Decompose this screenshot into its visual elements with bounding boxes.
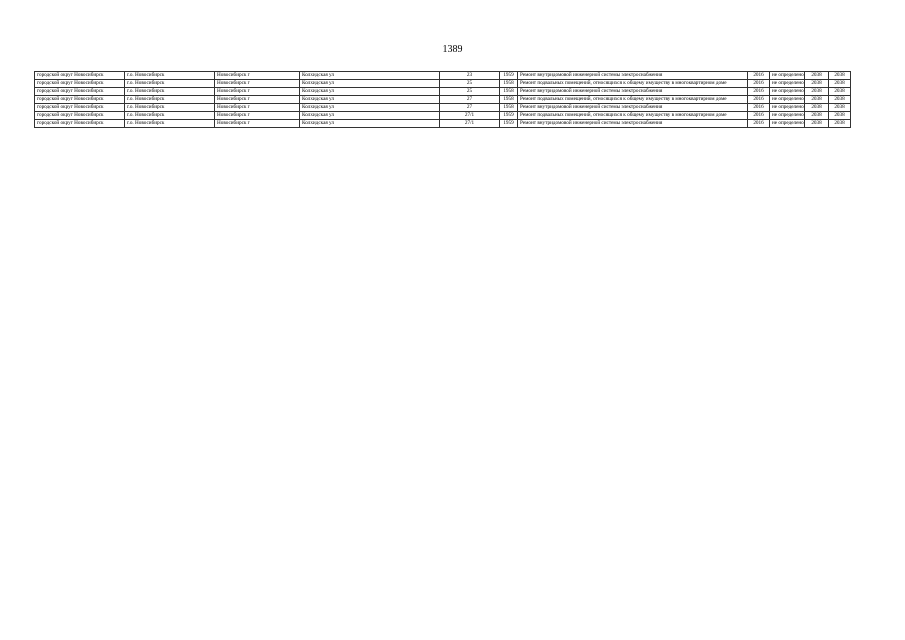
- cell-ulica: Колхидская ул: [300, 72, 440, 80]
- cell-naselennyj-punkt: Новосибирск г: [215, 80, 300, 88]
- cell-opredeleno: не определено: [770, 120, 805, 128]
- cell-naselennyj-punkt: Новосибирск г: [215, 112, 300, 120]
- table-row: [35, 80, 851, 88]
- cell-plan-god-2: 2038: [829, 80, 851, 88]
- cell-god-postrojki: 1958: [500, 88, 518, 96]
- cell-ulica: Колхидская ул: [300, 112, 440, 120]
- cell-god-postrojki: 1958: [500, 96, 518, 104]
- cell-okrug: городской округ Новосибирск: [35, 112, 125, 120]
- cell-god-postrojki: 1958: [500, 80, 518, 88]
- cell-plan-god-1: 2038: [805, 96, 829, 104]
- cell-naselennyj-punkt: Новосибирск г: [215, 72, 300, 80]
- cell-plan-god-2: 2038: [829, 104, 851, 112]
- cell-gorod: г.о. Новосибирск: [125, 88, 215, 96]
- cell-god-remonta: 2016: [748, 104, 770, 112]
- cell-opredeleno: не определено: [770, 112, 805, 120]
- cell-dom: 25: [440, 88, 500, 96]
- cell-naselennyj-punkt: Новосибирск г: [215, 96, 300, 104]
- cell-ulica: Колхидская ул: [300, 88, 440, 96]
- table-row: [35, 120, 851, 128]
- cell-god-remonta: 2016: [748, 96, 770, 104]
- cell-gorod: г.о. Новосибирск: [125, 120, 215, 128]
- table-row: [35, 104, 851, 112]
- cell-okrug: городской округ Новосибирск: [35, 96, 125, 104]
- cell-plan-god-2: 2038: [829, 120, 851, 128]
- table-row: [35, 112, 851, 120]
- table-body: [35, 72, 851, 128]
- cell-plan-god-1: 2038: [805, 72, 829, 80]
- cell-god-postrojki: 1959: [500, 112, 518, 120]
- cell-god-postrojki: 1958: [500, 104, 518, 112]
- cell-god-postrojki: 1959: [500, 72, 518, 80]
- page-number: 1389: [442, 44, 463, 55]
- cell-plan-god-1: 2038: [805, 120, 829, 128]
- cell-dom: 27/1: [440, 112, 500, 120]
- cell-god-remonta: 2016: [748, 72, 770, 80]
- cell-dom: 27: [440, 104, 500, 112]
- table-row: [35, 96, 851, 104]
- cell-opredeleno: не определено: [770, 72, 805, 80]
- cell-vid-raboty: Ремонт подвальных помещений, относящихся к общему имуществу в многоквартирном доме: [518, 96, 748, 104]
- cell-okrug: городской округ Новосибирск: [35, 72, 125, 80]
- cell-opredeleno: не определено: [770, 104, 805, 112]
- cell-gorod: г.о. Новосибирск: [125, 72, 215, 80]
- cell-naselennyj-punkt: Новосибирск г: [215, 104, 300, 112]
- cell-okrug: городской округ Новосибирск: [35, 104, 125, 112]
- cell-opredeleno: не определено: [770, 88, 805, 96]
- cell-okrug: городской округ Новосибирск: [35, 120, 125, 128]
- cell-god-remonta: 2016: [748, 80, 770, 88]
- table-row: [35, 88, 851, 96]
- repair-schedule-table: [34, 71, 851, 128]
- cell-ulica: Колхидская ул: [300, 96, 440, 104]
- cell-plan-god-2: 2038: [829, 72, 851, 80]
- cell-ulica: Колхидская ул: [300, 104, 440, 112]
- cell-okrug: городской округ Новосибирск: [35, 80, 125, 88]
- cell-vid-raboty: Ремонт внутридомовой инженерной системы электроснабжения: [518, 88, 748, 96]
- cell-dom: 27/1: [440, 120, 500, 128]
- cell-plan-god-2: 2038: [829, 88, 851, 96]
- cell-plan-god-2: 2038: [829, 96, 851, 104]
- cell-naselennyj-punkt: Новосибирск г: [215, 88, 300, 96]
- cell-gorod: г.о. Новосибирск: [125, 96, 215, 104]
- table-container: [34, 71, 850, 128]
- cell-gorod: г.о. Новосибирск: [125, 112, 215, 120]
- cell-naselennyj-punkt: Новосибирск г: [215, 120, 300, 128]
- cell-plan-god-1: 2038: [805, 104, 829, 112]
- cell-ulica: Колхидская ул: [300, 80, 440, 88]
- cell-dom: 25: [440, 80, 500, 88]
- cell-plan-god-2: 2038: [829, 112, 851, 120]
- cell-plan-god-1: 2038: [805, 80, 829, 88]
- cell-opredeleno: не определено: [770, 96, 805, 104]
- table-row: [35, 72, 851, 80]
- cell-plan-god-1: 2038: [805, 88, 829, 96]
- cell-vid-raboty: Ремонт внутридомовой инженерной системы электроснабжения: [518, 120, 748, 128]
- cell-vid-raboty: Ремонт внутридомовой инженерной системы электроснабжения: [518, 72, 748, 80]
- cell-vid-raboty: Ремонт подвальных помещений, относящихся к общему имуществу в многоквартирном доме: [518, 112, 748, 120]
- cell-gorod: г.о. Новосибирск: [125, 104, 215, 112]
- cell-plan-god-1: 2038: [805, 112, 829, 120]
- cell-okrug: городской округ Новосибирск: [35, 88, 125, 96]
- cell-ulica: Колхидская ул: [300, 120, 440, 128]
- cell-god-remonta: 2016: [748, 112, 770, 120]
- cell-god-postrojki: 1959: [500, 120, 518, 128]
- cell-gorod: г.о. Новосибирск: [125, 80, 215, 88]
- cell-opredeleno: не определено: [770, 80, 805, 88]
- cell-vid-raboty: Ремонт подвальных помещений, относящихся к общему имуществу в многоквартирном доме: [518, 80, 748, 88]
- cell-dom: 23: [440, 72, 500, 80]
- cell-vid-raboty: Ремонт внутридомовой инженерной системы электроснабжения: [518, 104, 748, 112]
- cell-god-remonta: 2016: [748, 88, 770, 96]
- cell-dom: 27: [440, 96, 500, 104]
- cell-god-remonta: 2016: [748, 120, 770, 128]
